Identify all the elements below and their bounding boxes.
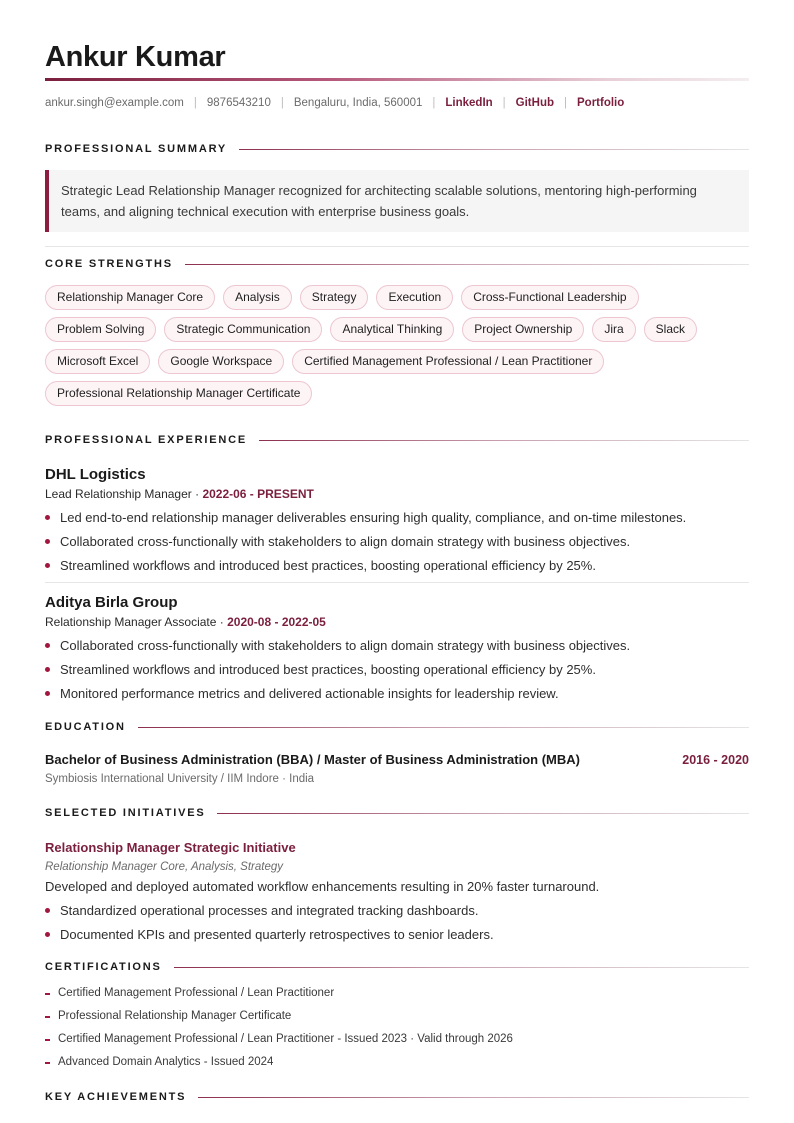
job-dates: 2022-06 - PRESENT [202, 487, 314, 501]
strength-chip: Google Workspace [158, 349, 284, 374]
education-entry [45, 752, 749, 785]
achievements-heading-text: KEY ACHIEVEMENTS [45, 1091, 187, 1103]
contact-location: Bengaluru, India, 560001 [293, 97, 423, 109]
job-bullet: Streamlined workflows and introduced best practices, boosting operational efficiency by 25%. [45, 558, 749, 574]
strength-chip: Certified Management Professional / Lean Practitioner [292, 349, 604, 374]
initiative-bullets [45, 903, 749, 943]
strength-chip: Jira [592, 317, 635, 342]
github-link[interactable]: GitHub [515, 97, 554, 109]
initiatives-heading-text: SELECTED INITIATIVES [45, 807, 206, 819]
strength-chip: Relationship Manager Core [45, 285, 215, 310]
strength-chip: Professional Relationship Manager Certificate [45, 381, 312, 406]
summary-heading-text: PROFESSIONAL SUMMARY [45, 143, 228, 155]
education-row [45, 752, 749, 767]
contact-separator: | [280, 97, 284, 109]
job-bullet: Monitored performance metrics and delivered actionable insights for leadership review. [45, 686, 749, 702]
strength-chip: Cross-Functional Leadership [461, 285, 638, 310]
initiative-tags: Relationship Manager Core, Analysis, Strategy [45, 861, 283, 873]
strengths-chip-list [45, 285, 745, 406]
strength-chip: Strategy [300, 285, 369, 310]
name-underline [45, 78, 749, 81]
certification-item: Certified Management Professional / Lean Practitioner - Issued 2023 · Valid through 2026 [45, 1032, 749, 1047]
summary-section-heading [45, 142, 749, 156]
certifications-section-heading [45, 960, 749, 974]
strength-chip: Strategic Communication [164, 317, 322, 342]
heading-rule [198, 1097, 749, 1098]
heading-rule [259, 440, 749, 441]
contact-bar [45, 95, 749, 111]
experience-section-heading [45, 433, 749, 447]
section-divider [45, 246, 749, 247]
job-role-line: Lead Relationship Manager · 2022-06 - PRESENT [45, 487, 314, 501]
strength-chip: Problem Solving [45, 317, 156, 342]
certification-list [45, 986, 749, 1070]
strength-chip: Project Ownership [462, 317, 584, 342]
strength-chip: Analysis [223, 285, 292, 310]
job-title: Lead Relationship Manager [45, 487, 192, 501]
linkedin-link[interactable]: LinkedIn [445, 97, 493, 109]
experience-heading-text: PROFESSIONAL EXPERIENCE [45, 434, 247, 446]
strength-chip: Slack [644, 317, 697, 342]
job-bullet: Collaborated cross-functionally with stakeholders to align domain strategy with business objectives. [45, 534, 749, 550]
job-bullet: Collaborated cross-functionally with stakeholders to align domain strategy with business objectives. [45, 638, 749, 654]
job-bullets [45, 638, 749, 702]
job-bullet: Streamlined workflows and introduced best practices, boosting operational efficiency by 25%. [45, 662, 749, 678]
certification-item: Advanced Domain Analytics - Issued 2024 [45, 1055, 749, 1070]
education-degree: Bachelor of Business Administration (BBA) / Master of Business Administration (MBA) [45, 752, 580, 767]
certification-item: Professional Relationship Manager Certificate [45, 1009, 749, 1024]
education-school: Symbiosis International University / IIM Indore · India [45, 773, 315, 785]
strength-chip: Microsoft Excel [45, 349, 150, 374]
strength-chip: Analytical Thinking [330, 317, 454, 342]
heading-rule [138, 727, 749, 728]
job-role-line: Relationship Manager Associate · 2020-08 - 2022-05 [45, 615, 326, 629]
initiative-title: Relationship Manager Strategic Initiative [45, 840, 296, 855]
certification-item: Certified Management Professional / Lean Practitioner [45, 986, 749, 1001]
contact-separator: | [193, 97, 197, 109]
certifications-heading-text: CERTIFICATIONS [45, 961, 162, 973]
job-company: Aditya Birla Group [45, 594, 178, 611]
portfolio-link[interactable]: Portfolio [577, 97, 625, 109]
entry-divider [45, 582, 749, 583]
heading-rule [239, 149, 749, 150]
heading-rule [174, 967, 749, 968]
contact-separator: | [564, 97, 567, 109]
job-entry [45, 594, 749, 702]
initiative-description: Developed and deployed automated workflow enhancements resulting in 20% faster turnaround. [45, 879, 600, 894]
strength-chip: Execution [376, 285, 453, 310]
contact-separator: | [432, 97, 436, 109]
job-dates: 2020-08 - 2022-05 [227, 615, 326, 629]
heading-rule [185, 264, 749, 265]
job-title: Relationship Manager Associate [45, 615, 217, 629]
achievements-section-heading [45, 1090, 749, 1104]
job-bullets [45, 510, 749, 574]
contact-phone[interactable]: 9876543210 [206, 97, 271, 109]
contact-email[interactable]: ankur.singh@example.com [45, 97, 184, 109]
strengths-heading-text: CORE STRENGTHS [45, 258, 173, 270]
candidate-name: Ankur Kumar [45, 41, 226, 73]
heading-rule [217, 813, 749, 814]
job-entry [45, 466, 749, 574]
initiatives-section-heading [45, 806, 749, 820]
initiative-entry [45, 840, 749, 943]
education-years: 2016 - 2020 [682, 753, 749, 767]
strengths-section-heading [45, 257, 749, 271]
initiative-bullet: Documented KPIs and presented quarterly retrospectives to senior leaders. [45, 927, 749, 943]
job-company: DHL Logistics [45, 466, 146, 483]
summary-box: Strategic Lead Relationship Manager recognized for architecting scalable solutions, mentoring high-performing teams, and aligning technical execution with enterprise business goals. [45, 170, 749, 232]
education-heading-text: EDUCATION [45, 721, 126, 733]
initiative-bullet: Standardized operational processes and integrated tracking dashboards. [45, 903, 749, 919]
contact-separator: | [502, 97, 506, 109]
education-section-heading [45, 720, 749, 734]
job-bullet: Led end-to-end relationship manager deliverables ensuring high quality, compliance, and on-time milestones. [45, 510, 749, 526]
